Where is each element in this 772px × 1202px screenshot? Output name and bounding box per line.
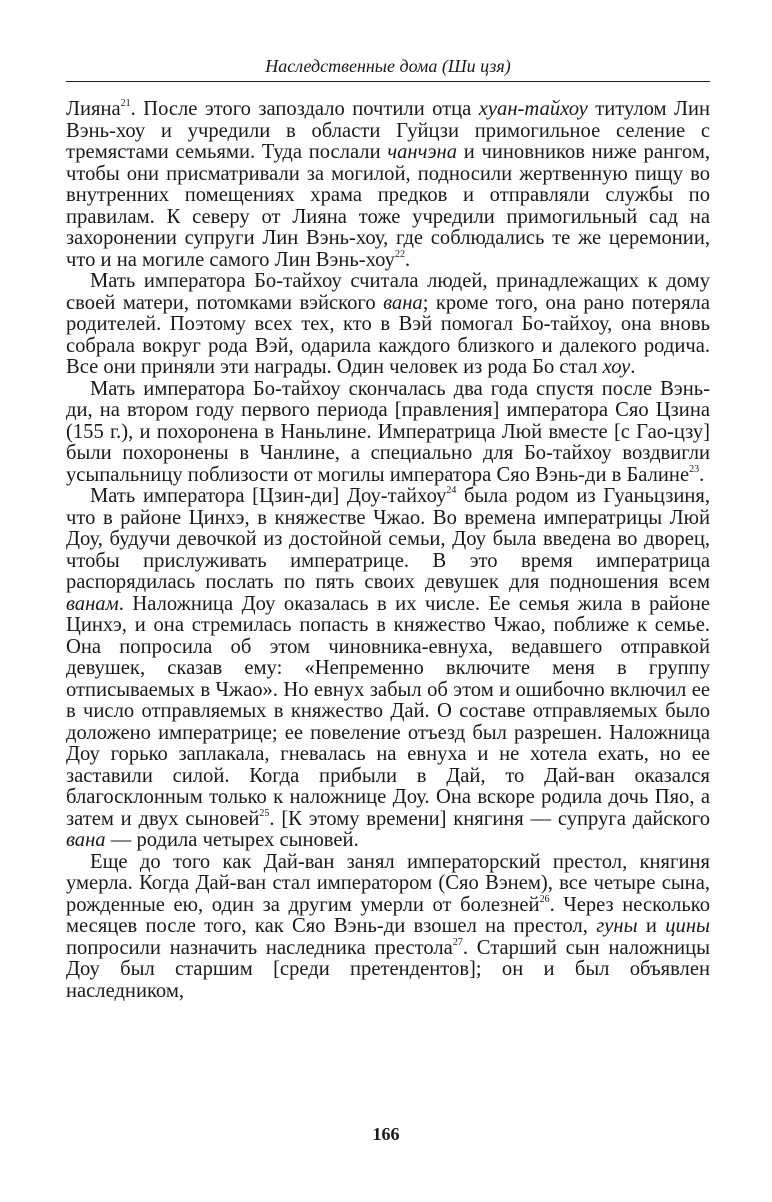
italic-term: хоу — [602, 356, 631, 378]
text-run: . — [404, 248, 411, 271]
text-run: и чиновников ниже рангом, чтобы они присматривали за могилой, подносили жертвенную пищу во внутренних помещениях храма предков и отправляли службы по правилам. К северу от Лияна тоже учредили примогильный сад на захоронении супруги Лин Вэнь-хоу, где соблюдались те же церемонии, что и на могиле самого Лин Вэнь-хоу — [66, 141, 711, 271]
italic-term: хуан-тайхоу — [478, 98, 588, 120]
footnote-ref: 25 — [259, 807, 270, 819]
text-run: титулом Лин Вэнь-хоу и учредили в области Гуйцзи примогильное селение с тремястами семьями. Туда послали — [66, 98, 710, 163]
page-number: 166 — [372, 1124, 400, 1144]
text-run: Мать императора Бо-тайхоу считала людей, принадлежащих к дому своей матери, потомками вэйского — [66, 270, 710, 314]
paragraph — [66, 99, 710, 271]
italic-term: цины — [665, 915, 710, 937]
text-run: Лияна — [66, 98, 121, 120]
footnote-ref: 27 — [452, 936, 463, 948]
text-run: и — [637, 915, 666, 937]
text-run: — родила четырех сыновей. — [105, 829, 359, 851]
paragraph — [66, 271, 710, 379]
footnote-ref: 23 — [689, 463, 700, 475]
text-run: . Наложница Доу оказалась в их числе. Ее семья жила в районе Цинхэ, и она стремилась попасть в княжество Чжао, поближе к семье. Она попросила об этом чиновника-евнуха, ведавшего отправкой девушек, сказав ему: «Непременно включите меня в группу отписываемых в Чжао». Но евнух забыл об этом и ошибочно включил ее в число отправляемых в княжество Дай. О составе отправляемых было доложено императрице; ее повеление отъезд был разрешен. Наложница Доу горько заплакала, гневалась на евнуха и не хотела ехать, но ее заставили силой. Когда прибыли в Дай, то Дай-ван оказался благосклонным только к наложнице Доу. Она вскоре родила дочь Пяо, а затем и двух сыновей — [66, 592, 710, 830]
text-run: была родом из Гуаньцзиня, что в районе Цинхэ, в княжестве Чжао. Во времена императрицы Люй Доу, будучи девочкой из достойной семьи, Доу была введена во дворец, чтобы прислуживать императрице. В это время императрица распорядилась послать по пять своих девушек для подношения всем — [66, 485, 710, 593]
text-run: . — [699, 463, 705, 486]
footnote-ref: 22 — [394, 248, 405, 260]
italic-term: вана — [383, 291, 423, 314]
text-run: Мать императора Бо-тайхоу скончалась два года спустя после Вэнь-ди, на втором году первого периода [правления] императора Сяо Цзина (155 г.), и похоронена в Наньлине. Императрица Люй вместе [с Гао-цзу] были похоронены в Чанлине, а специально для Бо-тайхоу воздвигли усыпальницу поблизости от могилы императора Сяо Вэнь-ди в Балине — [66, 377, 710, 486]
footnote-ref: 24 — [446, 485, 457, 497]
italic-term: вана — [66, 829, 106, 851]
text-run: . После этого запоздало почтили отца — [130, 98, 479, 120]
text-run: . Старший сын наложницы Доу был старшим [среди претендентов]; он и был объявлен наследником, — [66, 936, 710, 1002]
text-run: попросили назначить наследника престола — [66, 936, 453, 959]
text-run: . [К этому времени] княгиня — супруга дайского — [269, 807, 711, 830]
text-run: . Через несколько месяцев после того, как Сяо Вэнь-ди взошел на престол, — [66, 893, 710, 937]
paragraph — [66, 379, 710, 487]
text-run: Мать императора [Цзин-ди] Доу-тайхоу — [90, 485, 447, 507]
paragraph — [66, 486, 710, 852]
footnote-ref: 21 — [120, 98, 131, 110]
italic-term: чанчэна — [387, 141, 458, 163]
text-run: ; кроме того, она рано потеряла родителей. Поэтому всех тех, кто в Вэй помогал Бо-тайхоу, она вновь собрала вокруг рода Вэй, одарила каждого близкого и далекого родича. Все они приняли эти награды. Один человек из рода Бо стал — [66, 291, 710, 378]
italic-term: гуны — [596, 915, 638, 937]
text-run: . — [630, 356, 636, 378]
body-text — [66, 99, 710, 1002]
footnote-ref: 26 — [539, 893, 550, 905]
running-header: Наследственные дома (Ши цзя) — [66, 56, 710, 82]
paragraph — [66, 852, 710, 1003]
text-run: Еще до того как Дай-ван занял императорский престол, княгиня умерла. Когда Дай-ван стал императором (Сяо Вэнем), все четыре сына, рожденные ею, один за другим умерли от болезней — [66, 850, 710, 916]
italic-term: ванам — [66, 592, 119, 615]
